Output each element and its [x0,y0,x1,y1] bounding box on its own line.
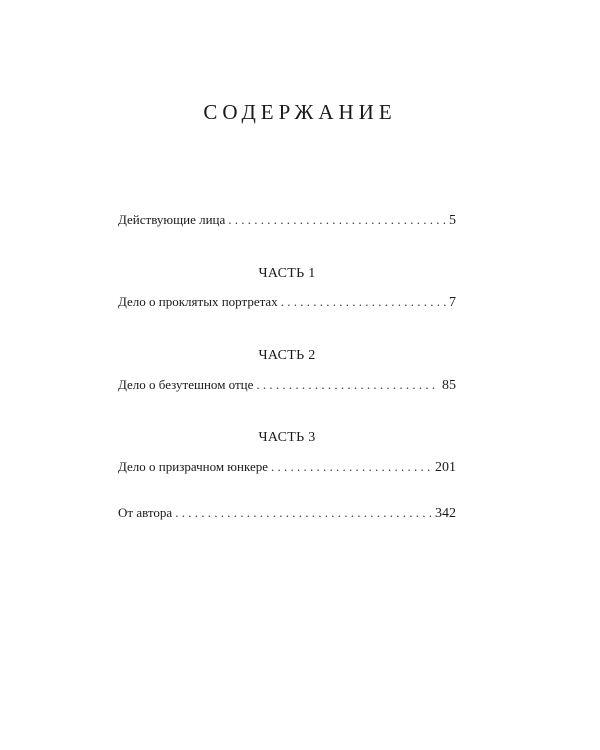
toc-page-number: 5 [449,213,456,228]
toc-entry-label: Дело о призрачном юнкере [118,459,269,474]
dot-leader [281,294,446,310]
toc-page-number: 201 [435,460,456,475]
toc-entry-characters[interactable] [118,212,456,228]
dot-leader [256,377,439,393]
toc-list [118,212,456,521]
part-heading-2: ЧАСТЬ 2 [258,348,316,363]
dot-leader [228,212,446,228]
toc-entry-label: От автора [118,505,173,520]
toc-page-number: 342 [435,506,456,521]
dot-leader [271,459,432,475]
part-heading-1: ЧАСТЬ 1 [258,266,316,281]
toc-entry-part3[interactable] [118,459,456,475]
toc-entry-part1[interactable] [118,294,456,310]
toc-entry-afterword[interactable] [118,505,456,521]
toc-page-number: 85 [442,378,456,393]
toc-title: СОДЕРЖАНИЕ [203,100,397,124]
toc-entry-part2[interactable] [118,377,456,393]
toc-entry-label: Дело о проклятых портретах [118,294,278,309]
toc-entry-label: Дело о безутешном отце [118,377,254,392]
part-heading-3: ЧАСТЬ 3 [258,430,316,445]
toc-entry-label: Действующие лица [118,212,226,227]
dot-leader [175,505,432,521]
toc-page-number: 7 [449,295,456,310]
